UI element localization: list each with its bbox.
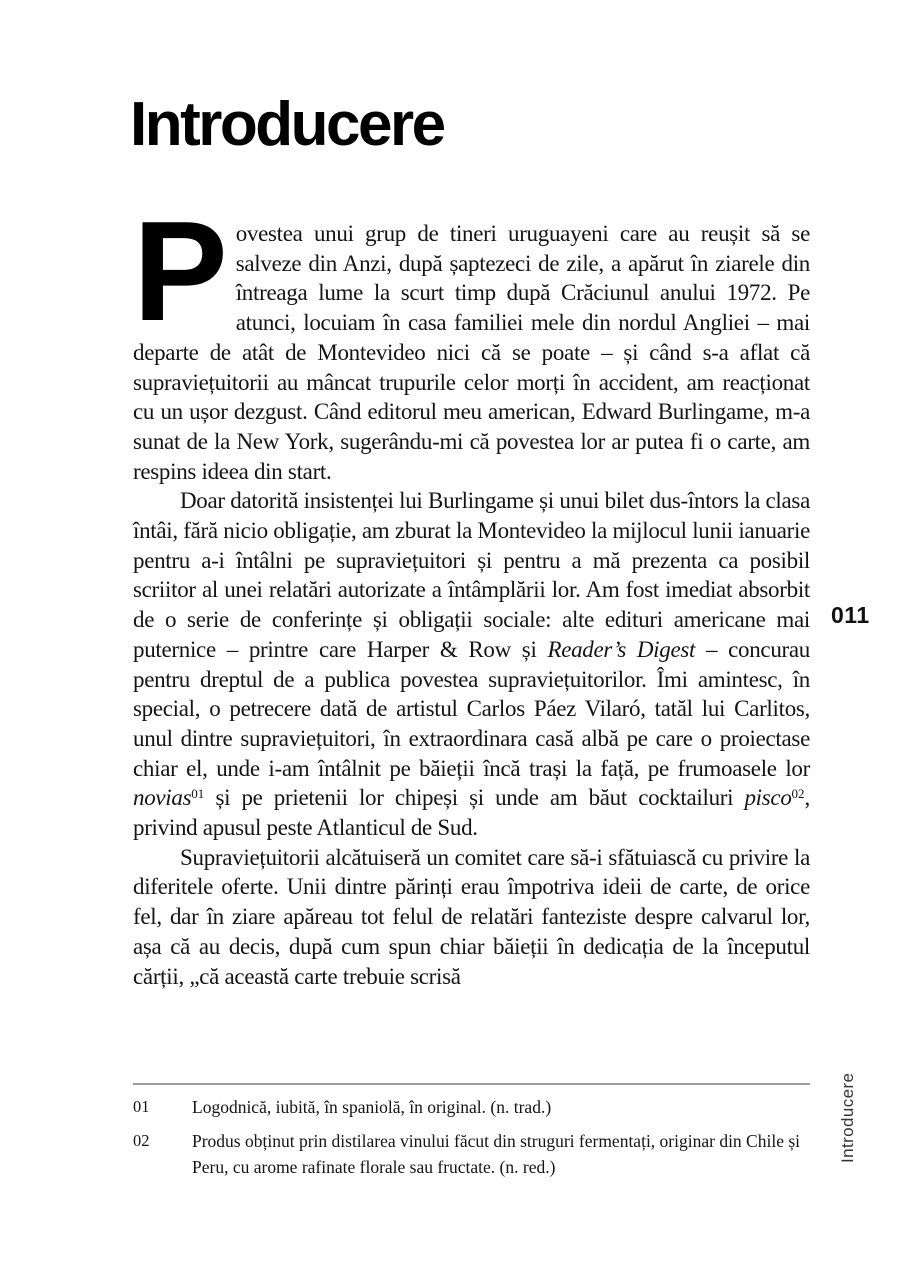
- text-segment: ovestea unui grup de tineri uruguayeni care au reușit să se salveze din Anzi, după șaptezeci de zile, a apărut în ziarele din întreaga lume la scurt timp după Crăciunul anului 1972. Pe atunci, locuiam în casa familiei mele din nordul Angliei – mai departe de atât de Montevideo nici că se poate – și când s-a aflat că supraviețuitorii au mâncat trupurile celor morți în accident, am reacționat cu un ușor dezgust. Când editorul meu american, Edward Burlingame, m-a sunat de la New York, sugerându-mi că povestea lor ar putea fi o carte, am respins ideea din start.: [133, 221, 810, 484]
- text-segment-italic: pisco: [744, 785, 792, 811]
- footnote-number: 01: [133, 1097, 150, 1116]
- text-segment: Doar datorită insistenței lui Burlingame și unui bilet dus-întors la clasa întâi, fără nicio obligație, am zburat la Montevideo la mijlocul lunii ianuarie pentru a-i întâlni pe supraviețuitori și pentru a mă prezenta ca posibil scriitor al unei relatări autorizate a întâmplării lor. Am fost imediat absorbit de o serie de conferințe și obligații sociale: alte edituri americane mai puternice – printre care Harper & Row și: [133, 488, 810, 662]
- text-segment-italic: novias: [133, 785, 192, 811]
- footnote-marker: 02: [791, 786, 805, 802]
- text-segment: și pe prietenii lor chipeși și unde am băut cocktailuri: [204, 785, 745, 811]
- paragraph: [133, 192, 810, 486]
- text-segment-italic: Reader’s Digest: [547, 636, 696, 662]
- footnote-number: 02: [133, 1131, 150, 1150]
- page-title: Introducere: [130, 90, 444, 159]
- running-label-vertical: Introducere: [838, 1072, 857, 1163]
- footnote-item: [133, 1094, 810, 1120]
- footnote-item: [133, 1128, 810, 1180]
- footnote-marker: 01: [191, 786, 205, 802]
- text-segment: Supraviețuitorii alcătuiseră un comitet care să-i sfătuiască cu privire la diferitele oferte. Unii dintre părinți erau împotriva ideii de carte, de orice fel, dar în ziare apăreau tot felul de relatări fanteziste despre calvarul lor, așa că au decis, după cum spun chiar băieții în dedicația de la începutul cărții, „că această carte trebuie scrisă: [133, 844, 810, 989]
- paragraph: [133, 486, 810, 842]
- footnote-divider: [133, 1083, 810, 1085]
- footnote-text: Logodnică, iubită, în spaniolă, în original. (n. trad.): [192, 1097, 552, 1117]
- text-segment: , privind apusul peste Atlanticul de Sud.: [133, 785, 810, 841]
- footnotes: [133, 1094, 810, 1188]
- text-segment: – concurau pentru dreptul de a publica povestea supraviețuitorilor. Îmi amintesc, în special, o petrecere dată de artistul Carlos Páez Vilaró, tatăl lui Carlitos, unul dintre supraviețuitori, în extraordinara casă albă pe care o proiectase chiar el, unde i-am întâlnit pe băieții încă trași la față, pe frumoasele lor: [133, 636, 810, 781]
- footnote-text: Produs obținut prin distilarea vinului făcut din struguri fermentați, originar din Chile și Peru, cu arome rafinate florale sau fructate. (n. red.): [192, 1131, 801, 1177]
- body-text: [133, 192, 810, 991]
- page-number: 011: [831, 602, 870, 628]
- drop-cap: P: [133, 192, 228, 351]
- paragraph: [133, 843, 810, 992]
